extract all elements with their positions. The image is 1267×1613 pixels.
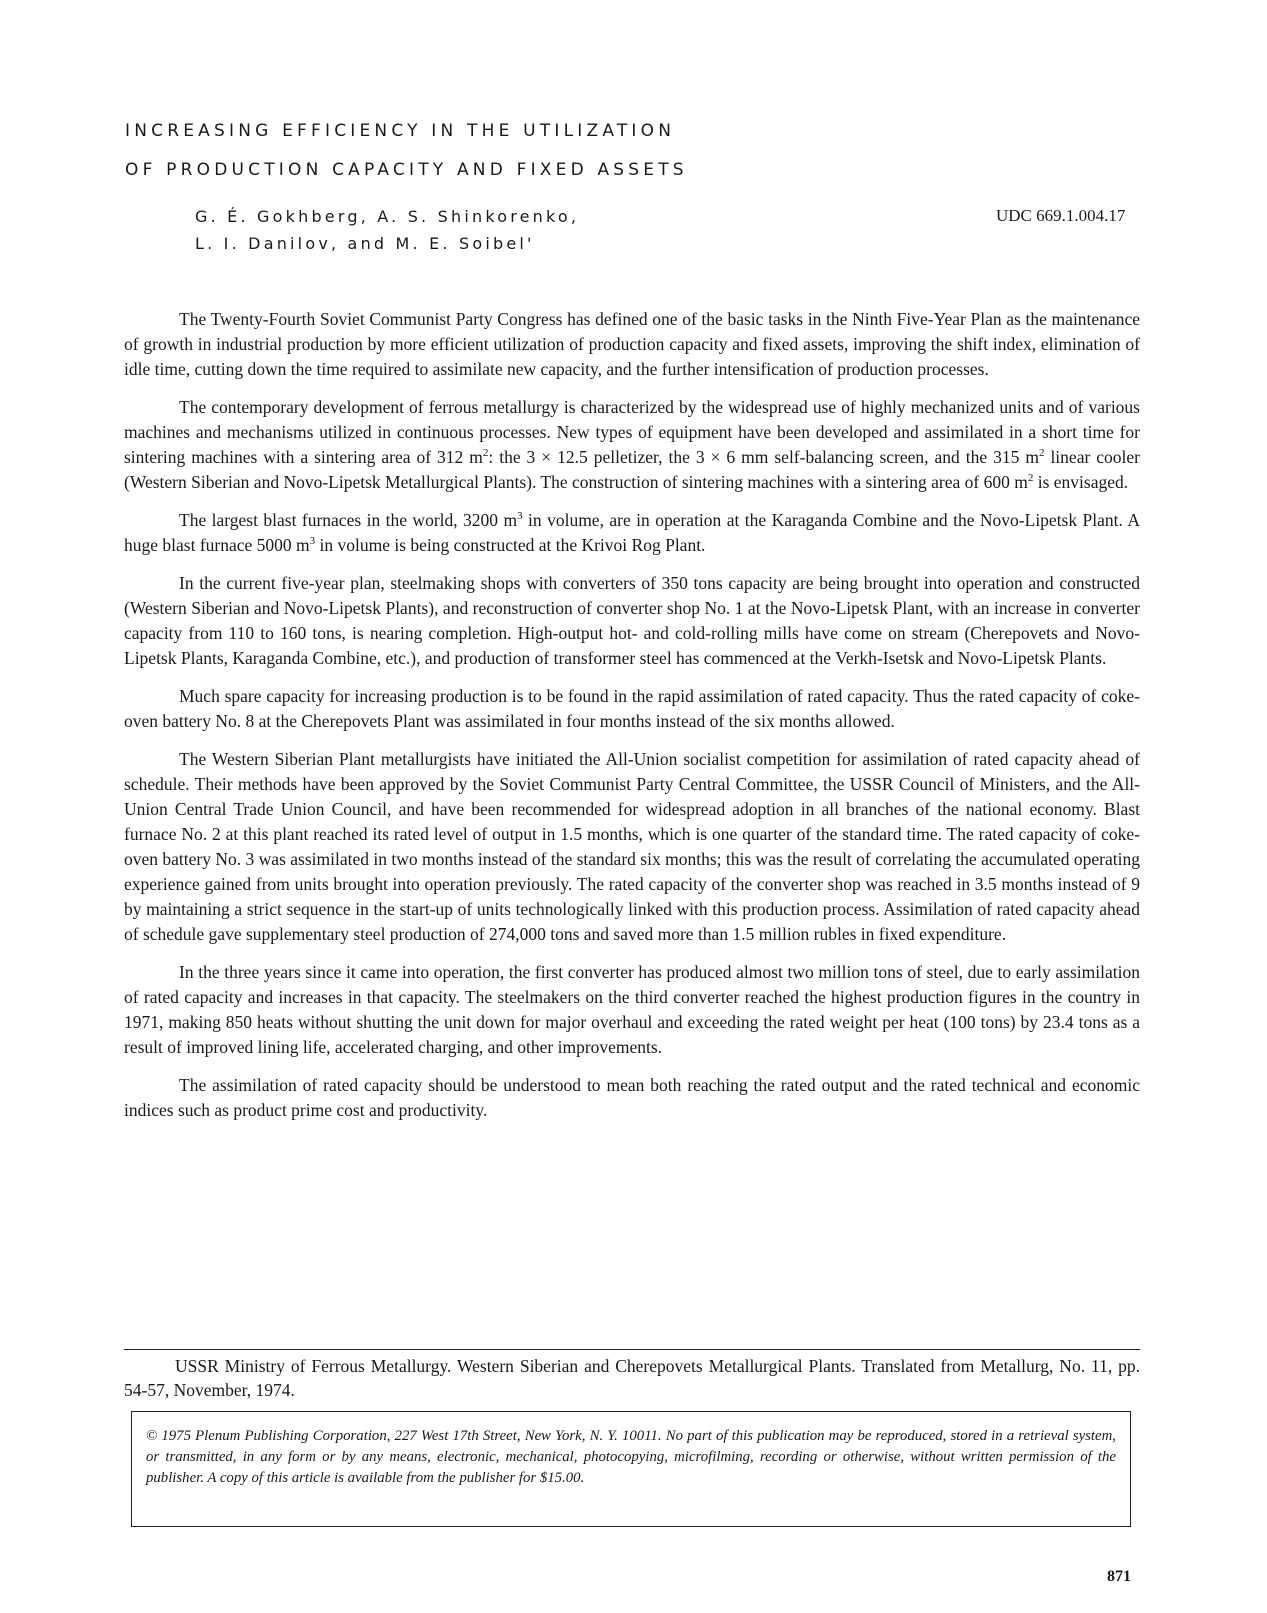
author-list — [195, 203, 579, 257]
superscript-3: 3 — [517, 510, 523, 522]
superscript-2: 2 — [1027, 472, 1034, 484]
title-line-2: OF PRODUCTION CAPACITY AND FIXED ASSETS — [125, 160, 688, 180]
paragraph-1: The Twenty-Fourth Soviet Communist Party Congress has defined one of the basic tasks in the Ninth Five-Year Plan as the maintenance of growth in industrial production by more efficient utilization of production capacity and fixed assets, improving the shift index, elimination of idle time, cutting down the time required to assimilate new capacity, and the further intensification of production processes. — [124, 309, 1140, 379]
paragraph-5: Much spare capacity for increasing production is to be found in the rapid assimilation of rated capacity. Thus the rated capacity of coke-oven battery No. 8 at the Cherepovets Plant was assimilated in four months instead of the six months allowed. — [124, 686, 1140, 731]
copyright-notice — [131, 1411, 1131, 1527]
paragraph-7: In the three years since it came into operation, the first converter has produced almost two million tons of steel, due to early assimilation of rated capacity and increases in that capacity. The steelmakers on the third converter reached the highest production figures in the country in 1971, making 850 heats without shutting the unit down for major overhaul and exceeding the rated weight per heat (100 tons) by 23.4 tons as a result of improved lining life, accelerated charging, and other improvements. — [124, 962, 1140, 1057]
footnote-text: USSR Ministry of Ferrous Metallurgy. Western Siberian and Cherepovets Metallurgical Plants. Translated from Metallurg, No. 11, pp. 54-57, November, 1974. — [124, 1356, 1140, 1400]
authors-line-1: G. É. Gokhberg, A. S. Shinkorenko, — [195, 207, 580, 226]
source-footnote — [124, 1349, 1140, 1402]
paragraph-4: In the current five-year plan, steelmaking shops with converters of 350 tons capacity are being brought into operation and constructed (Western Siberian and Novo-Lipetsk Plants), and reconstruction of converter shop No. 1 at the Novo-Lipetsk Plant, with an increase in converter capacity from 110 to 160 tons, is nearing completion. High-output hot- and cold-rolling mills have come on stream (Cherepovets and Novo-Lipetsk Plants, Karaganda Combine, etc.), and production of transformer steel has commenced at the Verkh-Isetsk and Novo-Lipetsk Plants. — [124, 573, 1140, 668]
copyright-text: © 1975 Plenum Publishing Corporation, 227 West 17th Street, New York, N. Y. 10011. No part of this publication may be reproduced, stored in a retrieval system, or transmitted, in any form or by any means, electronic, mechanical, photocopying, microfilming, recording or otherwise, without written permission of the publisher. A copy of this article is available from the publisher for $15.00. — [146, 1428, 1116, 1486]
superscript-2: 2 — [1038, 447, 1045, 459]
page-number: 871 — [1107, 1568, 1131, 1585]
paragraph-6: The Western Siberian Plant metallurgists have initiated the All-Union socialist competition for assimilation of rated capacity ahead of schedule. Their methods have been approved by the Soviet Communist Party Central Committee, the USSR Council of Ministers, and the All-Union Central Trade Union Council, and have been recommended for widespread adoption in all branches of the national economy. Blast furnace No. 2 at this plant reached its rated level of output in 1.5 months, which is one quarter of the standard time. The rated capacity of coke-oven battery No. 3 was assimilated in two months instead of the standard six months; this was the result of correlating the accumulated operating experience gained from units brought into operation previously. The rated capacity of the converter shop was reached in 3.5 months instead of 9 by maintaining a strict sequence in the start-up of units technologically linked with this production process. Assimilation of rated capacity ahead of schedule gave supplementary steel production of 274,000 tons and saved more than 1.5 million rubles in fixed expenditure. — [124, 749, 1140, 944]
superscript-2: 2 — [482, 447, 489, 459]
paragraph-2: The contemporary development of ferrous metallurgy is characterized by the widespread use of highly mechanized units and of various machines and mechanisms utilized in continuous processes. New types of equipment have been developed and assimilated in a short time for sintering machines with a sintering area of 312 $m^2$: the 3 × 12.5 pelletizer, the 3 × 6 mm self-balancing screen, and the 315 $m^2$ linear cooler (Western Siberian and Novo-Lipetsk Metallurgical Plants). The construction of sintering machines with a sintering area of 600 $m^2$ is envisaged. — [124, 397, 1140, 492]
authors-line-2: L. I. Danilov, and M. E. Soibel' — [195, 234, 535, 253]
article-title — [125, 112, 688, 190]
article-body — [124, 307, 1140, 1136]
title-line-1: INCREASING EFFICIENCY IN THE UTILIZATION — [125, 121, 676, 141]
paragraph-3: The largest blast furnaces in the world, 3200 $m^3$ in volume, are in operation at the Karaganda Combine and the Novo-Lipetsk Plant. A huge blast furnace 5000 $m^3$ in volume is being constructed at the Krivoi Rog Plant. — [124, 510, 1140, 555]
superscript-3: 3 — [309, 535, 316, 547]
paragraph-8: The assimilation of rated capacity should be understood to mean both reaching the rated output and the rated technical and economic indices such as product prime cost and productivity. — [124, 1075, 1140, 1120]
udc-code: UDC 669.1.004.17 — [996, 206, 1126, 225]
